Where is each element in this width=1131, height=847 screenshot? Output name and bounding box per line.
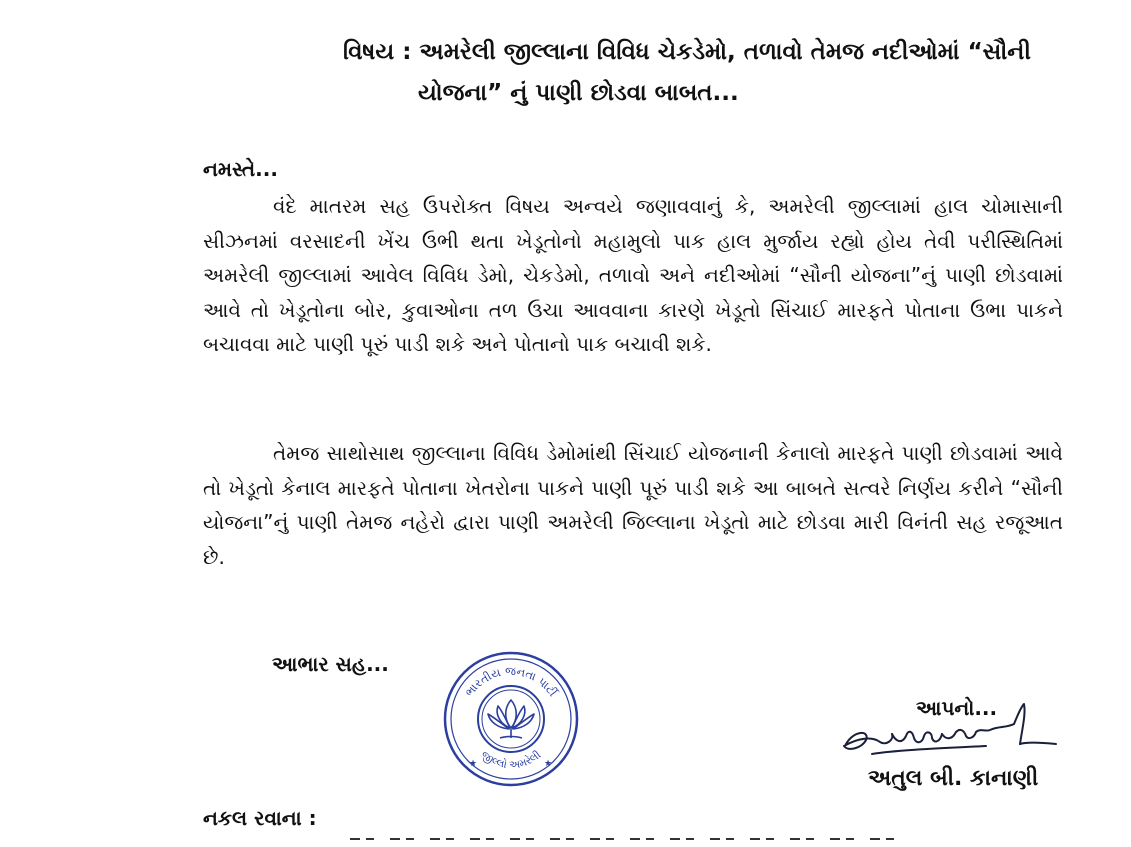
cut-off-line	[350, 838, 910, 847]
lotus-icon	[488, 700, 534, 738]
body-paragraph-1-text: વંદે માતરમ સહ ઉપરોક્ત વિષય અન્વયે જણાવવાનું કે, અમરેલી જીલ્લામાં હાલ ચોમાસાની સીઝનમાં વરસાદની ખેંચ ઉભી થતા ખેડૂતોનો મહામુલો પાક હાલ મુર્જાય રહ્યો હોય તેવી પરીસ્થિતિમાં અમરેલી જીલ્લામાં આવેલ વિવિધ ડેમો, ચેકડેમો, તળાવો અને નદીઓમાં “સૌની યોજના”નું પાણી છોડવામાં આવે તો ખેડૂતોના બોર, કુવાઓના તળ ઉચા આવવાના કારણે ખેડૂતો સિંચાઈ મારફતે પોતાના ઉભા પાકને બચાવવા માટે પાણી પૂરું પાડી શકે અને પોતાનો પાક બચાવી શકે.	[203, 194, 1063, 357]
party-stamp	[440, 648, 582, 790]
body-paragraph-2-text: તેમજ સાથોસાથ જીલ્લાના વિવિધ ડેમોમાંથી સિંચાઈ યોજનાની કેનાલો મારફતે પાણી છોડવામાં આવે તો ખેડૂતો કેનાલ મારફતે પોતાના ખેતરોના પાકને પાણી પૂરું પાડી શકે આ બાબતે સત્વરે નિર્ણય કરીને “સૌની યોજના”નું પાણી તેમજ નહેરો દ્વારા પાણી અમરેલી જિલ્લાના ખેડૂતો માટે છોડવા મારી વિનંતી સહ રજૂઆત છે.	[203, 441, 1063, 569]
stamp-bottom-text: જીલ્લો અમરેલી	[478, 748, 544, 772]
body-paragraph-1	[203, 189, 1063, 362]
subject-line-2: યોજના” નું પાણી છોડવા બાબત...	[418, 80, 739, 106]
svg-text:★: ★	[469, 759, 478, 769]
subject-line-1: વિષય : અમરેલી જીલ્લાના વિવિધ ચેકડેમો, તળાવો તેમજ નદીઓમાં “સૌની	[343, 39, 1031, 65]
copy-to-label: નકલ રવાના :	[203, 806, 317, 830]
closing-text: આભાર સહ...	[272, 652, 389, 676]
yours-text: આપનો...	[916, 696, 998, 720]
signatory-name: અતુલ બી. કાનાણી	[868, 766, 1039, 791]
handwritten-signature	[836, 700, 1066, 764]
stamp-top-text: ભારતીય જનતા પાર્ટી	[462, 663, 561, 700]
svg-text:★: ★	[544, 759, 553, 769]
greeting: નમસ્તે...	[203, 157, 278, 181]
body-paragraph-2	[203, 436, 1063, 574]
